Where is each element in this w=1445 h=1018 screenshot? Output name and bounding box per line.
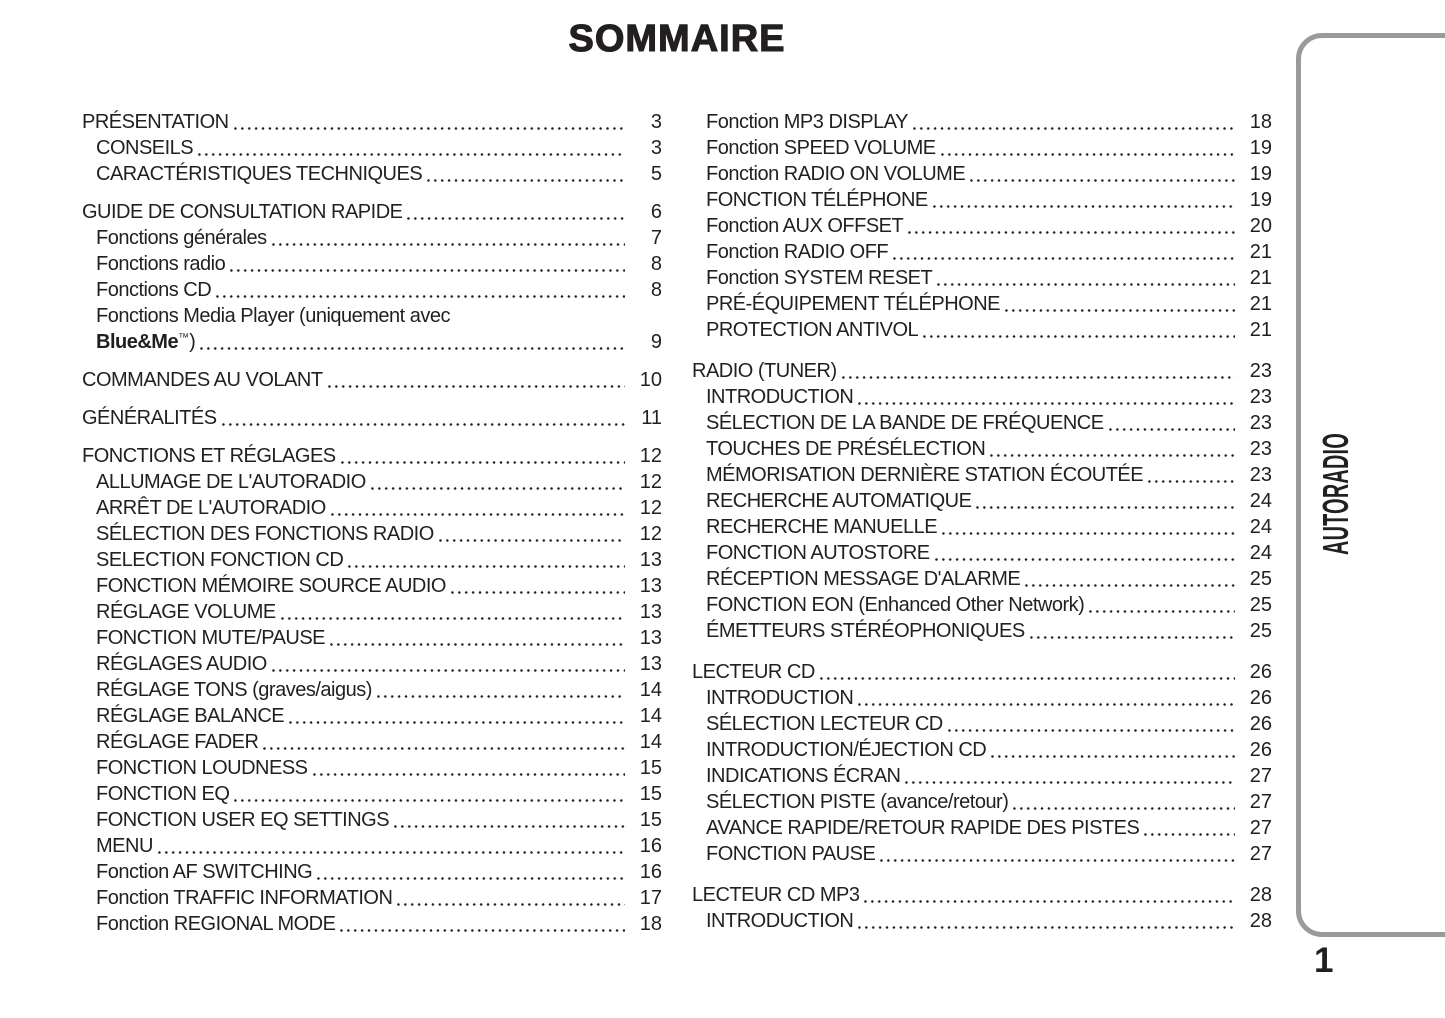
toc-entry-page: 13	[639, 549, 662, 571]
toc-entry-page: 8	[650, 253, 662, 275]
toc-entry-title: Fonction REGIONAL MODE	[96, 913, 336, 935]
toc-entry-page: 12	[639, 523, 662, 545]
dotted-leader	[329, 513, 625, 516]
toc-group	[692, 658, 1272, 866]
toc-entry-page: 27	[1249, 817, 1272, 839]
dotted-leader	[989, 755, 1235, 758]
toc-group	[82, 404, 662, 430]
toc-entry	[82, 160, 662, 186]
toc-entry-title: FONCTION PAUSE	[706, 843, 876, 865]
dotted-leader	[1003, 309, 1235, 312]
dotted-leader	[1023, 584, 1235, 587]
toc-entry	[82, 650, 662, 676]
toc-entry-title: Fonctions Media Player (uniquement avec	[96, 305, 451, 327]
dotted-leader	[228, 269, 625, 272]
toc-entry	[692, 881, 1272, 907]
toc-entry-page: 13	[639, 627, 662, 649]
toc-group	[82, 108, 662, 186]
toc-entry-page: 25	[1249, 594, 1272, 616]
dotted-leader	[878, 859, 1235, 862]
toc-entry-page: 21	[1249, 241, 1272, 263]
toc-column-right	[692, 108, 1272, 936]
toc-entry-title: Fonction SPEED VOLUME	[706, 137, 936, 159]
toc-entry-title: RÉGLAGE FADER	[96, 731, 259, 753]
toc-entry	[692, 840, 1272, 866]
toc-entry-page: 26	[1249, 661, 1272, 683]
toc-entry	[82, 520, 662, 546]
toc-entry-title: LECTEUR CD MP3	[692, 884, 860, 906]
dotted-leader	[946, 729, 1235, 732]
dotted-leader	[988, 454, 1235, 457]
toc-entry-title: FONCTION EQ	[96, 783, 230, 805]
toc-entry	[82, 546, 662, 572]
toc-entry-title: ÉMETTEURS STÉRÉOPHONIQUES	[706, 620, 1025, 642]
toc-entry-page: 15	[639, 809, 662, 831]
toc-entry	[82, 832, 662, 858]
toc-entry-page: 24	[1249, 490, 1272, 512]
dotted-leader	[856, 402, 1235, 405]
toc-entry-text-part: )	[189, 331, 196, 353]
toc-entry-title: RÉGLAGE VOLUME	[96, 601, 276, 623]
dotted-leader	[198, 347, 625, 350]
toc-entry-page: 27	[1249, 765, 1272, 787]
toc-entry-page: 13	[639, 601, 662, 623]
toc-entry-page: 15	[639, 757, 662, 779]
toc-entry-page: 21	[1249, 267, 1272, 289]
toc-entry	[692, 108, 1272, 134]
toc-entry-page: 6	[650, 201, 662, 223]
toc-entry-page: 28	[1249, 884, 1272, 906]
toc-entry-page: 18	[1249, 111, 1272, 133]
dotted-leader	[326, 385, 625, 388]
dotted-leader	[931, 205, 1235, 208]
toc-entry-page: 13	[639, 575, 662, 597]
toc-entry	[82, 468, 662, 494]
toc-entry-page: 11	[641, 407, 662, 429]
toc-entry-page: 19	[1249, 137, 1272, 159]
dotted-leader	[906, 231, 1235, 234]
toc-entry-title: FONCTION AUTOSTORE	[706, 542, 930, 564]
toc-entry-title: FONCTION MÉMOIRE SOURCE AUDIO	[96, 575, 446, 597]
toc-group	[692, 357, 1272, 643]
toc-entry	[692, 383, 1272, 409]
toc-entry-title: SÉLECTION DES FONCTIONS RADIO	[96, 523, 434, 545]
toc-entry	[82, 598, 662, 624]
toc-entry	[692, 684, 1272, 710]
toc-entry-title: SÉLECTION DE LA BANDE DE FRÉQUENCE	[706, 412, 1104, 434]
toc-entry	[82, 494, 662, 520]
toc-entry-title: Fonctions CD	[96, 279, 212, 301]
toc-group	[82, 198, 662, 354]
dotted-leader	[425, 179, 625, 182]
dotted-leader	[940, 532, 1235, 535]
toc-entry-title: SÉLECTION LECTEUR CD	[706, 713, 943, 735]
toc-entry-title: RÉCEPTION MESSAGE D'ALARME	[706, 568, 1021, 590]
toc-entry-title: ARRÊT DE L'AUTORADIO	[96, 497, 326, 519]
toc-entry-page: 14	[639, 679, 662, 701]
toc-entry	[82, 366, 662, 392]
toc-entry	[82, 108, 662, 134]
toc-entry-title: PRÉSENTATION	[82, 111, 229, 133]
toc-entry	[692, 788, 1272, 814]
toc-entry	[692, 513, 1272, 539]
toc-entry-page: 23	[1249, 438, 1272, 460]
toc-entry-title: RECHERCHE AUTOMATIQUE	[706, 490, 972, 512]
toc-entry-page: 3	[650, 111, 662, 133]
dotted-leader	[315, 877, 625, 880]
dotted-leader	[903, 781, 1235, 784]
dotted-leader	[891, 257, 1235, 260]
toc-entry	[82, 884, 662, 910]
toc-entry-page: 23	[1249, 386, 1272, 408]
toc-entry-page: 12	[639, 497, 662, 519]
dotted-leader	[933, 558, 1235, 561]
dotted-leader	[339, 461, 625, 464]
toc-entry-page: 17	[639, 887, 662, 909]
toc-entry	[692, 316, 1272, 342]
dotted-leader	[1028, 636, 1235, 639]
toc-entry	[82, 276, 662, 302]
toc-entry	[82, 328, 662, 354]
toc-entry-page: 26	[1249, 713, 1272, 735]
dotted-leader	[395, 903, 625, 906]
toc-entry-page: 16	[639, 861, 662, 883]
toc-entry	[82, 198, 662, 224]
toc-entry-text-part: ™	[178, 332, 190, 344]
toc-entry	[82, 250, 662, 276]
toc-entry	[692, 617, 1272, 643]
toc-entry-page: 14	[639, 705, 662, 727]
toc-entry-page: 20	[1249, 215, 1272, 237]
page-title: SOMMAIRE	[568, 18, 786, 60]
toc-entry-title: RÉGLAGE BALANCE	[96, 705, 285, 727]
dotted-leader	[1107, 428, 1235, 431]
toc-entry	[82, 676, 662, 702]
dotted-leader	[338, 929, 625, 932]
toc-entry-title: CONSEILS	[96, 137, 194, 159]
toc-entry-page: 16	[639, 835, 662, 857]
toc-entry-title: INTRODUCTION	[706, 386, 854, 408]
dotted-leader	[232, 127, 625, 130]
toc-entry	[82, 624, 662, 650]
toc-entry-title: GÉNÉRALITÉS	[82, 407, 217, 429]
toc-entry-title: Fonctions radio	[96, 253, 226, 275]
toc-entry-title: LECTEUR CD	[692, 661, 815, 683]
dotted-leader	[449, 591, 625, 594]
toc-entry-page: 23	[1249, 360, 1272, 382]
toc-entry	[692, 487, 1272, 513]
toc-entry	[692, 591, 1272, 617]
toc-entry-page: 12	[639, 471, 662, 493]
toc-entry-page: 24	[1249, 516, 1272, 538]
dotted-leader	[270, 243, 625, 246]
toc-entry	[692, 565, 1272, 591]
dotted-leader	[935, 283, 1235, 286]
toc-entry-page: 25	[1249, 620, 1272, 642]
toc-entry	[692, 435, 1272, 461]
dotted-leader	[840, 376, 1235, 379]
toc-entry-page: 23	[1249, 464, 1272, 486]
toc-entry-page: 13	[639, 653, 662, 675]
toc-entry	[82, 728, 662, 754]
toc-entry	[692, 907, 1272, 933]
toc-entry-page: 24	[1249, 542, 1272, 564]
dotted-leader	[1142, 833, 1235, 836]
toc-entry	[692, 409, 1272, 435]
toc-entry	[82, 224, 662, 250]
toc-entry-page: 21	[1249, 319, 1272, 341]
dotted-leader	[369, 487, 625, 490]
dotted-leader	[911, 127, 1235, 130]
toc-group	[692, 881, 1272, 933]
dotted-leader	[921, 335, 1235, 338]
toc-entry	[82, 858, 662, 884]
toc-entry	[692, 357, 1272, 383]
toc-entry-title: GUIDE DE CONSULTATION RAPIDE	[82, 201, 403, 223]
toc-entry-title: Fonction SYSTEM RESET	[706, 267, 933, 289]
dotted-leader	[214, 295, 625, 298]
toc-entry	[82, 572, 662, 598]
toc-entry-title	[96, 331, 195, 354]
toc-entry-page: 10	[639, 369, 662, 391]
toc-entry	[692, 290, 1272, 316]
toc-entry	[82, 754, 662, 780]
toc-entry-title: Fonction RADIO OFF	[706, 241, 889, 263]
dotted-leader	[1087, 610, 1235, 613]
toc-entry-page: 19	[1249, 163, 1272, 185]
toc-entry-page: 19	[1249, 189, 1272, 211]
toc-entry-text-part: Blue&Me	[96, 331, 179, 353]
toc-entry-page: 21	[1249, 293, 1272, 315]
toc-entry-title: MÉMORISATION DERNIÈRE STATION ÉCOUTÉE	[706, 464, 1144, 486]
toc-entry-title: FONCTION TÉLÉPHONE	[706, 189, 928, 211]
dotted-leader	[1011, 807, 1235, 810]
toc-entry-title: RECHERCHE MANUELLE	[706, 516, 938, 538]
toc-entry-title: PRÉ-ÉQUIPEMENT TÉLÉPHONE	[706, 293, 1000, 315]
dotted-leader	[968, 179, 1235, 182]
table-of-contents	[82, 108, 1272, 936]
toc-entry-title: INTRODUCTION	[706, 687, 854, 709]
dotted-leader	[818, 677, 1235, 680]
toc-entry-page: 3	[650, 137, 662, 159]
dotted-leader	[270, 669, 625, 672]
page-number: 1	[1314, 941, 1334, 980]
dotted-leader	[279, 617, 625, 620]
toc-entry-title: MENU	[96, 835, 153, 857]
toc-entry-title: TOUCHES DE PRÉSÉLECTION	[706, 438, 986, 460]
toc-entry-page: 7	[650, 227, 662, 249]
toc-group	[692, 108, 1272, 342]
toc-entry	[692, 736, 1272, 762]
dotted-leader	[1146, 480, 1235, 483]
toc-entry-title: Fonction AF SWITCHING	[96, 861, 313, 883]
toc-entry-title: Fonction RADIO ON VOLUME	[706, 163, 966, 185]
toc-entry-page: 26	[1249, 687, 1272, 709]
toc-entry-page: 27	[1249, 843, 1272, 865]
toc-entry-page: 12	[639, 445, 662, 467]
toc-entry-title: INTRODUCTION/ÉJECTION CD	[706, 739, 987, 761]
toc-entry	[82, 404, 662, 430]
toc-entry	[692, 710, 1272, 736]
toc-entry	[692, 186, 1272, 212]
toc-entry	[82, 702, 662, 728]
toc-entry	[692, 134, 1272, 160]
dotted-leader	[862, 900, 1235, 903]
dotted-leader	[328, 643, 625, 646]
dotted-leader	[405, 217, 625, 220]
toc-entry-title: RÉGLAGE TONS (graves/aigus)	[96, 679, 372, 701]
dotted-leader	[974, 506, 1235, 509]
toc-entry-title: Fonctions générales	[96, 227, 267, 249]
toc-entry-title: Fonction MP3 DISPLAY	[706, 111, 908, 133]
toc-entry	[82, 910, 662, 936]
toc-entry-page: 5	[650, 163, 662, 185]
dotted-leader	[375, 695, 625, 698]
toc-entry-page: 23	[1249, 412, 1272, 434]
dotted-leader	[287, 721, 625, 724]
toc-entry-page: 14	[639, 731, 662, 753]
toc-entry	[82, 134, 662, 160]
toc-entry-title: AVANCE RAPIDE/RETOUR RAPIDE DES PISTES	[706, 817, 1140, 839]
toc-entry-page: 18	[639, 913, 662, 935]
dotted-leader	[939, 153, 1235, 156]
toc-entry-title: FONCTION EON (Enhanced Other Network)	[706, 594, 1085, 616]
toc-entry-title: RÉGLAGES AUDIO	[96, 653, 267, 675]
section-tab	[1296, 33, 1445, 937]
toc-entry	[82, 780, 662, 806]
toc-group	[82, 366, 662, 392]
dotted-leader	[856, 703, 1235, 706]
toc-entry-title: FONCTION LOUDNESS	[96, 757, 308, 779]
toc-column-left	[82, 108, 662, 936]
toc-entry-title: COMMANDES AU VOLANT	[82, 369, 323, 391]
dotted-leader	[261, 747, 625, 750]
toc-entry	[692, 814, 1272, 840]
toc-entry-title: SELECTION FONCTION CD	[96, 549, 344, 571]
toc-entry-page: 9	[650, 331, 662, 353]
dotted-leader	[196, 153, 625, 156]
toc-entry-title: Fonction TRAFFIC INFORMATION	[96, 887, 393, 909]
toc-entry	[692, 658, 1272, 684]
toc-entry	[82, 442, 662, 468]
toc-entry-title: CARACTÉRISTIQUES TECHNIQUES	[96, 163, 423, 185]
toc-group	[82, 442, 662, 936]
toc-entry-title: ALLUMAGE DE L'AUTORADIO	[96, 471, 366, 493]
toc-entry-title: PROTECTION ANTIVOL	[706, 319, 919, 341]
toc-entry	[692, 762, 1272, 788]
toc-entry-page: 27	[1249, 791, 1272, 813]
dotted-leader	[156, 851, 625, 854]
toc-entry-title: FONCTIONS ET RÉGLAGES	[82, 445, 336, 467]
toc-entry	[692, 160, 1272, 186]
toc-entry	[692, 212, 1272, 238]
toc-entry-page: 15	[639, 783, 662, 805]
toc-entry-page: 8	[650, 279, 662, 301]
dotted-leader	[232, 799, 625, 802]
toc-entry	[692, 264, 1272, 290]
section-tab-label: AUTORADIO	[1315, 432, 1356, 556]
toc-entry	[692, 539, 1272, 565]
toc-entry-page: 28	[1249, 910, 1272, 932]
toc-entry	[692, 238, 1272, 264]
toc-entry-title: INDICATIONS ÉCRAN	[706, 765, 901, 787]
dotted-leader	[392, 825, 625, 828]
toc-entry-title: SÉLECTION PISTE (avance/retour)	[706, 791, 1009, 813]
toc-entry-title: FONCTION USER EQ SETTINGS	[96, 809, 390, 831]
dotted-leader	[437, 539, 625, 542]
dotted-leader	[220, 423, 625, 426]
toc-entry-page: 26	[1249, 739, 1272, 761]
toc-entry-title: Fonction AUX OFFSET	[706, 215, 904, 237]
toc-entry	[82, 302, 662, 328]
toc-entry-title: RADIO (TUNER)	[692, 360, 837, 382]
dotted-leader	[856, 926, 1235, 929]
dotted-leader	[311, 773, 625, 776]
toc-entry	[692, 461, 1272, 487]
toc-entry-title: FONCTION MUTE/PAUSE	[96, 627, 326, 649]
dotted-leader	[346, 565, 625, 568]
toc-entry-title: INTRODUCTION	[706, 910, 854, 932]
toc-entry	[82, 806, 662, 832]
toc-entry-page: 25	[1249, 568, 1272, 590]
